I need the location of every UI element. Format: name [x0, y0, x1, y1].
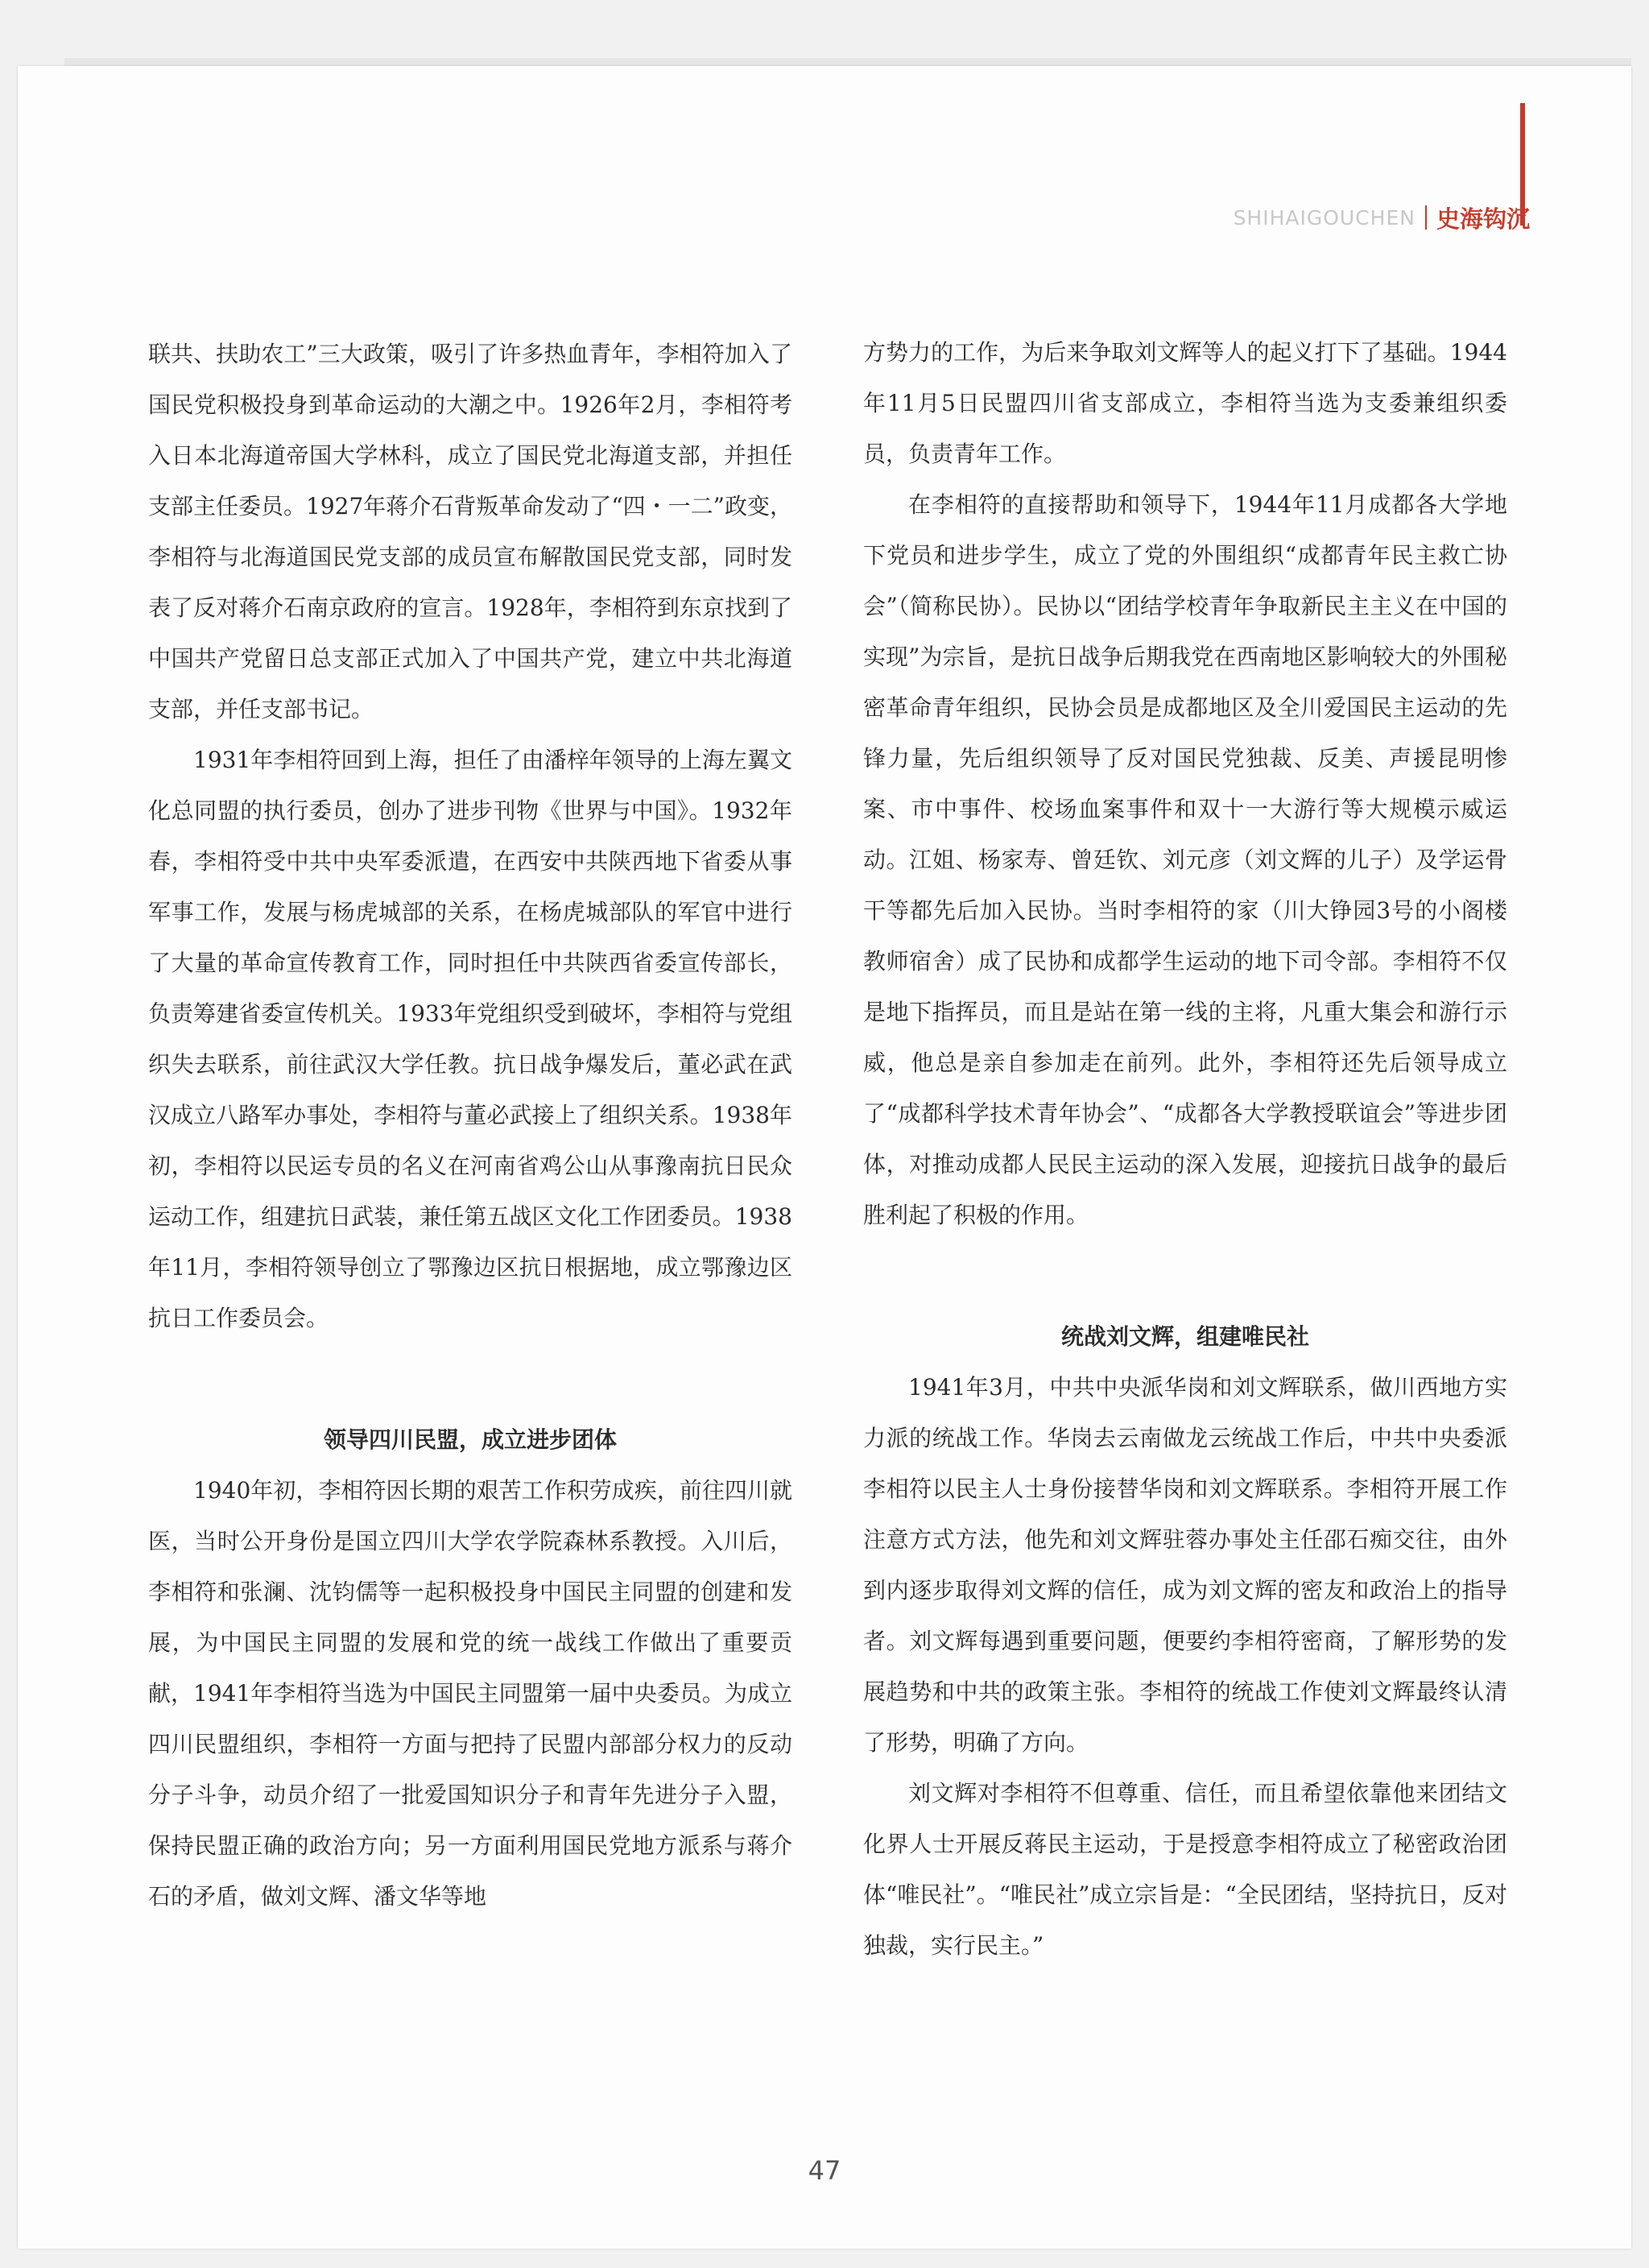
page-number: 47: [808, 2155, 841, 2186]
paragraph: 方势力的工作，为后来争取刘文辉等人的起义打下了基础。1944年11月5日民盟四川省支部成立，李相符当选为支委兼组织委员，负责青年工作。: [863, 339, 1507, 467]
paragraph: 刘文辉对李相符不但尊重、信任，而且希望依靠他来团结文化界人士开展反蒋民主运动，于是授意李相符成立了秘密政治团体“唯民社”。“唯民社”成立宗旨是：“全民团结，坚持抗日，反对独裁，实行民主。”: [863, 1780, 1507, 1959]
section-gap: [148, 1343, 792, 1414]
header-divider: [1425, 205, 1427, 230]
section-gap: [863, 1240, 1507, 1311]
paragraph: 在李相符的直接帮助和领导下，1944年11月成都各大学地下党员和进步学生，成立了党的外围组织“成都青年民主救亡协会”（简称民协）。民协以“团结学校青年争取新民主主义在中国的实现”为宗旨，是抗日战争后期我党在西南地区影响较大的外围秘密革命青年组织，民协会员是成都地区及全川爱国民主运动的先锋力量，先后组织领导了反对国民党独裁、反美、声援昆明惨案、市中事件、校场血案事件和双十一大游行等大规模示威运动。江姐、杨家寿、曾廷钦、刘元彦（刘文辉的儿子）及学运骨干等都先后加入民协。当时李相符的家（川大铮园3号的小阁楼教师宿舍）成了民协和成都学生运动的地下司令部。李相符不仅是地下指挥员，而且是站在第一线的主将，凡重大集会和游行示威，他总是亲自参加走在前列。此外，李相符还先后领导成立了“成都科学技术青年协会”、“成都各大学教授联谊会”等进步团体，对推动成都人民民主运动的深入发展，迎接抗日战争的最后胜利起了积极的作用。: [863, 491, 1507, 1228]
section-title-en: SHIHAIGOUCHEN: [1233, 205, 1415, 230]
paragraph: 1940年初，李相符因长期的艰苦工作积劳成疾，前往四川就医，当时公开身份是国立四川大学农学院森林系教授。入川后，李相符和张澜、沈钧儒等一起积极投身中国民主同盟的创建和发展，为中国民主同盟的发展和党的统一战线工作做出了重要贡献，1941年李相符当选为中国民主同盟第一届中央委员。为成立四川民盟组织，李相符一方面与把持了民盟内部部分权力的反动分子斗争，动员介绍了一批爱国知识分子和青年先进分子入盟，保持民盟正确的政治方向；另一方面利用国民党地方派系与蒋介石的矛盾，做刘文辉、潘文华等地: [148, 1477, 792, 1910]
section-heading: 领导四川民盟，成立进步团体: [323, 1426, 617, 1453]
right-column: [863, 327, 1507, 1971]
running-header: [1151, 201, 1530, 234]
paragraph: 1931年李相符回到上海，担任了由潘梓年领导的上海左翼文化总同盟的执行委员，创办了进步刊物《世界与中国》。1932年春，李相符受中共中央军委派遣，在西安中共陕西地下省委从事军事工作，发展与杨虎城部的关系，在杨虎城部队的军官中进行了大量的革命宣传教育工作，同时担任中共陕西省委宣传部长，负责筹建省委宣传机关。1933年党组织受到破坏，李相符与党组织失去联系，前往武汉大学任教。抗日战争爆发后，董必武在武汉成立八路军办事处，李相符与董必武接上了组织关系。1938年初，李相符以民运专员的名义在河南省鸡公山从事豫南抗日民众运动工作，组建抗日武装，兼任第五战区文化工作团委员。1938年11月，李相符领导创立了鄂豫边区抗日根据地，成立鄂豫边区抗日工作委员会。: [148, 747, 792, 1331]
section-heading: 统战刘文辉，组建唯民社: [1060, 1323, 1309, 1350]
paragraph: 1941年3月，中共中央派华岗和刘文辉联系，做川西地方实力派的统战工作。华岗去云南做龙云统战工作后，中共中央委派李相符以民主人士身份接替华岗和刘文辉联系。李相符开展工作注意方式方法，他先和刘文辉驻蓉办事处主任邵石痴交往，由外到内逐步取得刘文辉的信任，成为刘文辉的密友和政治上的指导者。刘文辉每遇到重要问题，便要约李相符密商，了解形势的发展趋势和中共的政策主张。李相符的统战工作使刘文辉最终认清了形势，明确了方向。: [863, 1374, 1507, 1756]
section-title-cn: 史海钩沉: [1436, 205, 1530, 233]
paragraph: 联共、扶助农工”三大政策，吸引了许多热血青年，李相符加入了国民党积极投身到革命运动的大潮之中。1926年2月，李相符考入日本北海道帝国大学林科，成立了国民党北海道支部，并担任支部主任委员。1927年蒋介石背叛革命发动了“四・一二”政变，李相符与北海道国民党支部的成员宣布解散国民党支部，同时发表了反对蒋介石南京政府的宣言。1928年，李相符到东京找到了中国共产党留日总支部正式加入了中国共产党，建立中共北海道支部，并任支部书记。: [148, 341, 792, 722]
left-column: [148, 329, 792, 1922]
